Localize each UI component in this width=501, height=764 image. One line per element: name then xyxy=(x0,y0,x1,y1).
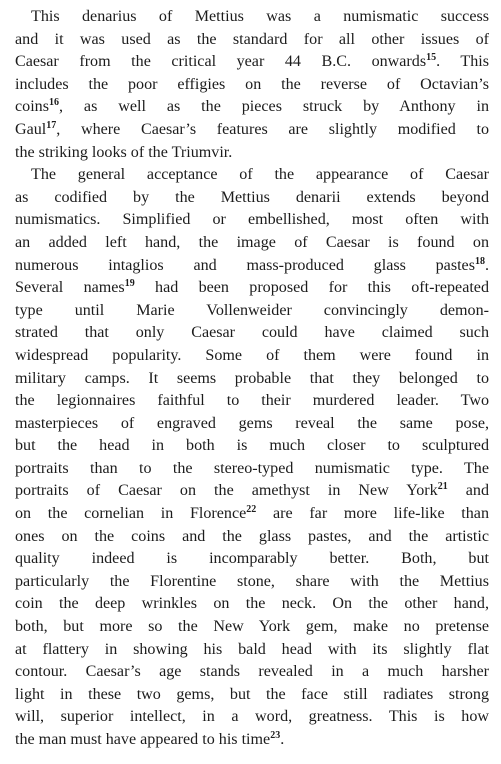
text-segment: . xyxy=(280,731,285,748)
text-segment: an added left hand, the image of Caesar is found on xyxy=(15,233,489,251)
text-segment: portraits of Caesar on the amethyst in New York xyxy=(15,482,438,500)
text-segment: contour. Caesar’s age stands revealed in a much harsher xyxy=(15,663,489,681)
text-line xyxy=(15,232,489,255)
text-segment: ones on the coins and the glass pastes, and the artistic xyxy=(15,527,489,545)
text-segment: coins xyxy=(15,98,49,116)
text-line xyxy=(15,96,489,119)
text-segment: are far more life-like than xyxy=(256,505,489,523)
text-segment: This denarius of Mettius was a numismatic success xyxy=(31,8,489,25)
text-segment: quality indeed is incomparably better. Both, but xyxy=(15,550,489,568)
text-segment: at flattery in showing his bald head with its slightly flat xyxy=(15,640,489,658)
text-line xyxy=(15,571,489,594)
text-segment: , as well as the pieces struck by Anthony in xyxy=(58,98,489,116)
text-segment: The general acceptance of the appearance of Caesar xyxy=(31,166,489,184)
footnote-marker: 19 xyxy=(124,278,135,290)
text-line xyxy=(15,661,489,684)
text-segment: the man must have appeared to his time xyxy=(15,731,271,748)
text-segment: numismatics. Simplified or embellished, most often with xyxy=(15,211,489,229)
text-line xyxy=(15,300,489,323)
text-line xyxy=(15,142,489,165)
text-line xyxy=(15,390,489,413)
text-line xyxy=(15,435,489,458)
text-segment: Gaul xyxy=(15,120,47,138)
text-line xyxy=(15,187,489,210)
text-segment: . xyxy=(484,256,489,274)
text-line xyxy=(15,639,489,662)
text-line xyxy=(15,593,489,616)
footnote-marker: 16 xyxy=(48,97,59,109)
text-line xyxy=(15,255,489,278)
text-segment: had been proposed for this oft-repeated xyxy=(134,279,489,297)
text-line xyxy=(15,684,489,707)
text-line xyxy=(15,706,489,729)
text-line xyxy=(15,29,489,52)
text-line xyxy=(15,6,489,29)
text-line xyxy=(15,51,489,74)
text-line xyxy=(15,322,489,345)
text-line xyxy=(15,729,489,752)
text-line xyxy=(15,458,489,481)
text-segment: will, superior intellect, in a word, greatness. This is how xyxy=(15,708,489,726)
text-segment: coin the deep wrinkles on the neck. On the other hand, xyxy=(15,595,489,613)
text-line xyxy=(15,119,489,142)
text-segment: particularly the Florentine stone, share with the Mettius xyxy=(15,572,489,590)
text-segment: . This xyxy=(436,53,489,71)
text-segment: light in these two gems, but the face still radiates strong xyxy=(15,685,489,703)
text-segment: , where Caesar’s features are slightly modified to xyxy=(56,120,489,138)
footnote-marker: 22 xyxy=(246,504,257,516)
text-line xyxy=(15,368,489,391)
text-segment: includes the poor effigies on the reverse of Octavian’s xyxy=(15,75,489,93)
text-segment: masterpieces of engraved gems reveal the same pose, xyxy=(15,414,489,432)
text-segment: but the head in both is much closer to sculptured xyxy=(15,437,489,455)
footnote-marker: 23 xyxy=(270,730,281,741)
text-segment: military camps. It seems probable that they belonged to xyxy=(15,369,489,387)
footnote-marker: 18 xyxy=(474,255,485,267)
text-line xyxy=(15,209,489,232)
text-line xyxy=(15,616,489,639)
footnote-marker: 21 xyxy=(437,481,448,493)
text-segment: Several names xyxy=(15,279,125,297)
text-line xyxy=(15,277,489,300)
paragraph-1 xyxy=(15,6,489,164)
text-line xyxy=(15,345,489,368)
text-segment: and it was used as the standard for all other issues of xyxy=(15,30,489,48)
paragraph-2 xyxy=(15,164,489,751)
text-segment: the legionnaires faithful to their murdered leader. Two xyxy=(15,392,489,410)
text-segment: widespread popularity. Some of them were found in xyxy=(15,346,489,364)
footnote-marker: 17 xyxy=(46,119,57,131)
text-segment: strated that only Caesar could have claimed such xyxy=(15,324,489,342)
text-line xyxy=(15,548,489,571)
body-text xyxy=(15,6,489,752)
text-line xyxy=(15,164,489,187)
text-segment: the striking looks of the Triumvir. xyxy=(15,143,233,161)
text-segment: Caesar from the critical year 44 B.C. onwards xyxy=(15,53,427,71)
text-line xyxy=(15,480,489,503)
text-line xyxy=(15,74,489,97)
text-line xyxy=(15,413,489,436)
text-segment: and xyxy=(447,482,489,500)
text-segment: type until Marie Vollenweider convincingly demon- xyxy=(15,301,489,319)
text-segment: both, but more so the New York gem, make no pretense xyxy=(15,618,489,636)
text-segment: on the cornelian in Florence xyxy=(15,505,247,523)
text-line xyxy=(15,526,489,549)
footnote-marker: 15 xyxy=(426,52,437,64)
text-segment: portraits than to the stereo-typed numismatic type. The xyxy=(15,459,489,477)
text-line xyxy=(15,503,489,526)
text-segment: as codified by the Mettius denarii extends beyond xyxy=(15,188,489,206)
text-segment: numerous intaglios and mass-produced glass pastes xyxy=(15,256,475,274)
